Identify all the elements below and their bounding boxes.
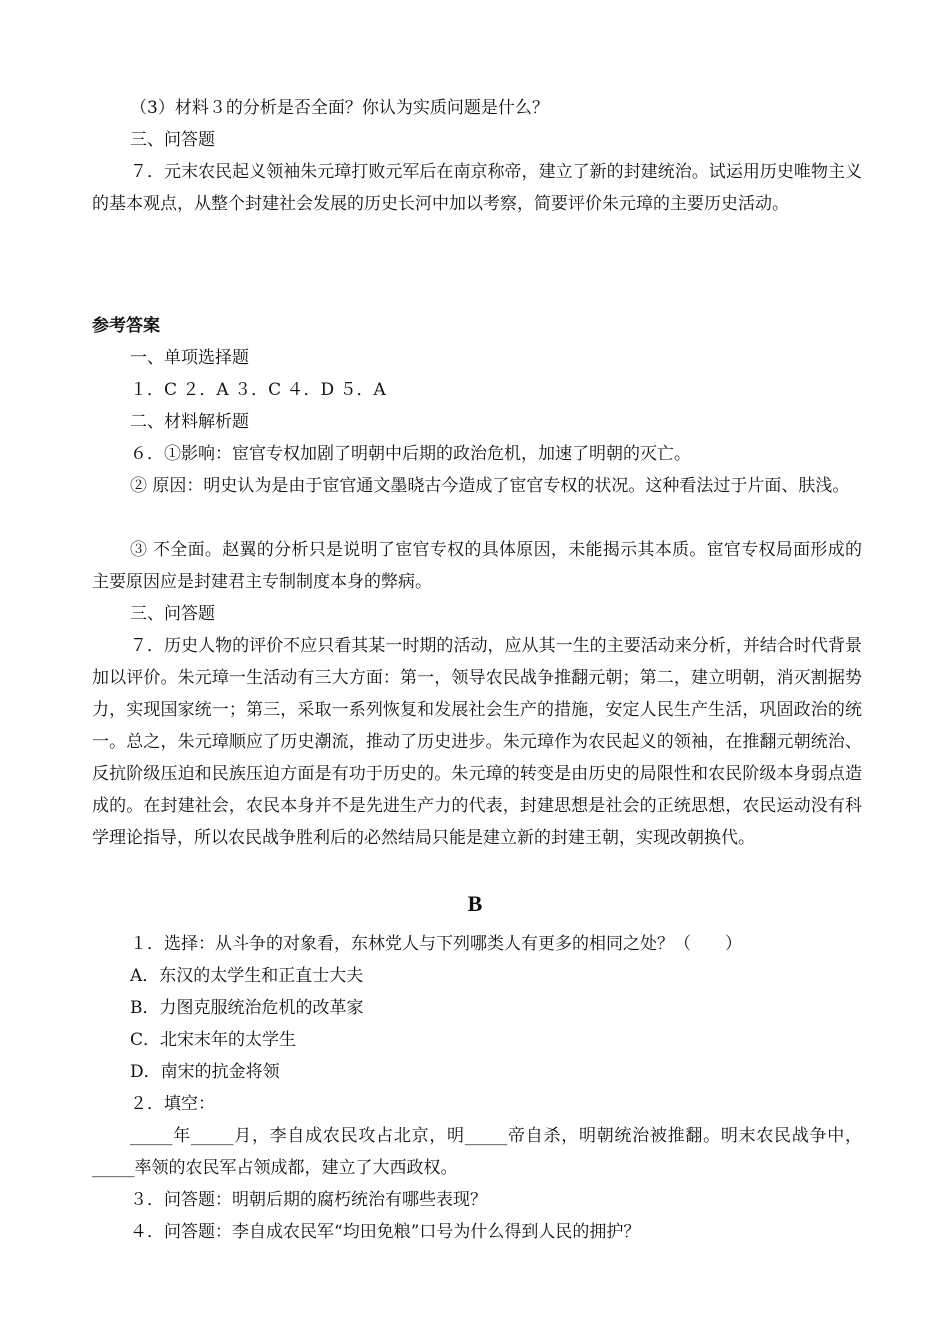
option-b: B．力图克服统治危机的改革家 bbox=[130, 998, 364, 1018]
section-heading-material: 二、材料解析题 bbox=[130, 412, 249, 432]
part-b-question-2: ２．填空： bbox=[130, 1094, 215, 1114]
part-b-title: B bbox=[467, 891, 483, 916]
option-c: C．北宋末年的太学生 bbox=[130, 1030, 297, 1050]
part-b-question-1: １．选择：从斗争的对象看，东林党人与下列哪类人有更多的相同之处？（ ） bbox=[130, 934, 742, 954]
choice-answers: １．C ２．A ３．C ４．D ５．A bbox=[130, 380, 386, 400]
part-b-question-4: ４．问答题：李自成农民军“均田免粮”口号为什么得到人民的拥护？ bbox=[130, 1222, 641, 1242]
answer-6-part-3: ③ 不全面。赵翼的分析只是说明了宦官专权的具体原因，未能揭示其本质。宦官专权局面形成的主要原因应是封建君主专制制度本身的弊病。 bbox=[92, 540, 862, 592]
part-b-question-3: ３．问答题：明朝后期的腐朽统治有哪些表现？ bbox=[130, 1190, 487, 1210]
option-a: A．东汉的太学生和正直士大夫 bbox=[130, 966, 364, 986]
answers-title: 参考答案 bbox=[92, 316, 160, 336]
answer-7: ７．历史人物的评价不应只看其某一时期的活动，应从其一生的主要活动来分析，并结合时代背景加以评价。朱元璋一生活动有三大方面：第一，领导农民战争推翻元朝；第二，建立明朝，消灭割据势力，实现国家统一；第三，采取一系列恢复和发展社会生产的措施，安定人民生产生活，巩固政治的统一。总之，朱元璋顺应了历史潮流，推动了历史进步。朱元璋作为农民起义的领袖，在推翻元朝统治、反抗阶级压迫和民族压迫方面是有功于历史的。朱元璋的转变是由历史的局限性和农民阶级本身弱点造成的。在封建社会，农民本身并不是先进生产力的代表，封建思想是社会的正统思想，农民运动没有科学理论指导，所以农民战争胜利后的必然结局只能是建立新的封建王朝，实现改朝换代。 bbox=[92, 636, 862, 848]
question-3-item: （3）材料３的分析是否全面？你认为实质问题是什么？ bbox=[130, 98, 549, 118]
section-heading-qa: 三、问答题 bbox=[130, 130, 215, 150]
section-heading-choice: 一、单项选择题 bbox=[130, 348, 249, 368]
answer-6-part-2: ② 原因：明史认为是由于宦官通文墨晓古今造成了宦官专权的状况。这种看法过于片面、肤浅。 bbox=[130, 476, 850, 496]
option-d: D．南宋的抗金将领 bbox=[130, 1062, 280, 1082]
answer-6-part-1: ６．①影响：宦官专权加剧了明朝中后期的政治危机，加速了明朝的灭亡。 bbox=[130, 444, 691, 464]
section-heading-qa-answers: 三、问答题 bbox=[130, 604, 215, 624]
fill-in-blank-text: _____年_____月，李自成农民攻占北京，明_____帝自杀，明朝统治被推翻。明末农民战争中，_____率领的农民军占领成都，建立了大西政权。 bbox=[92, 1126, 862, 1178]
question-7: ７．元末农民起义领袖朱元璋打败元军后在南京称帝，建立了新的封建统治。试运用历史唯物主义的基本观点，从整个封建社会发展的历史长河中加以考察，简要评价朱元璋的主要历史活动。 bbox=[92, 162, 862, 214]
